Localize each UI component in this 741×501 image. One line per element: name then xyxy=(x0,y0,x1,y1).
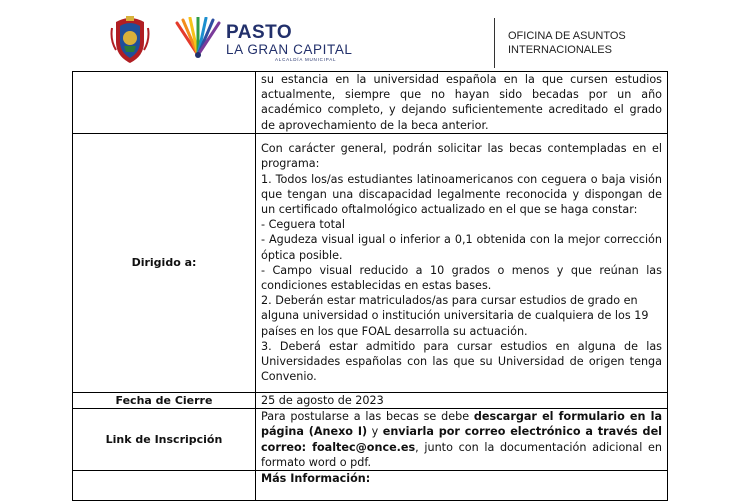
brand-tagline: ALCALDÍA MUNICIPAL xyxy=(275,57,337,62)
fecha-value: 25 de agosto de 2023 xyxy=(261,393,384,407)
header-divider xyxy=(494,18,495,68)
dirigido-item-3: 3. Deberá estar admitido para cursar estudios en alguna de las Universidades españolas con las que su Universidad de origen tenga Convenio. xyxy=(261,339,662,384)
row-label-link: Link de Inscripción xyxy=(73,409,256,471)
download-form-text: descargar el formulario en la página (Anexo I) xyxy=(261,410,662,439)
link-text-2: y xyxy=(367,425,383,439)
row-label-empty xyxy=(73,72,256,134)
brand-title: PASTO xyxy=(226,22,293,43)
dirigido-item-campo: - Campo visual reducido a 10 grados o menos y que reúnan las condiciones establecidas en estas bases. xyxy=(261,263,662,293)
send-email-text: enviarla por correo electrónico a través del correo: foaltec@once.es xyxy=(261,425,662,454)
office-name-line1: OFICINA DE ASUNTOS xyxy=(508,30,626,42)
pasto-coat-of-arms-icon xyxy=(110,16,150,64)
table-row-fecha xyxy=(73,392,668,408)
table-row-link xyxy=(73,409,668,471)
row-label-fecha: Fecha de Cierre xyxy=(73,392,256,408)
table-row-dirigido xyxy=(73,133,668,392)
row-content-fecha xyxy=(256,392,668,408)
table-row-continuation xyxy=(73,72,668,134)
dirigido-item-agudeza: - Agudeza visual igual o inferior a 0,1 obtenida con la mejor corrección óptica posible. xyxy=(261,233,662,262)
row-label-dirigido: Dirigido a: xyxy=(73,133,256,392)
row-content-link xyxy=(256,409,668,471)
row-content-dirigido xyxy=(256,133,668,392)
mas-info-title: Más Información: xyxy=(261,472,371,486)
row-content-continuation xyxy=(256,72,668,134)
dirigido-item-2: 2. Deberán estar matriculados/as para cursar estudios de grado en alguna universidad o institución universitaria de cualquiera de los 19 países en los que FOAL desarrolla su actuación. xyxy=(261,294,649,338)
info-table xyxy=(72,71,668,501)
dirigido-item-ceguera: - Ceguera total xyxy=(261,218,345,232)
dirigido-item-1: 1. Todos los/as estudiantes latinoamericanos con ceguera o baja visión que tengan una discapacidad legalmente reconocida y dispongan de un certificado oftalmológico actualizado en el que se haga constar: xyxy=(261,172,662,216)
continuation-text: su estancia en la universidad española en la que cursen estudios actualmente, siempre que no hayan sido becadas por un año académico completo, y dejando suficientemente acreditado el grado de aprovechamiento de la beca anterior. xyxy=(261,73,662,132)
pasto-flower-logo-icon xyxy=(173,17,223,59)
brand-subtitle: LA GRAN CAPITAL xyxy=(226,42,353,57)
office-name xyxy=(508,29,626,57)
letterhead xyxy=(0,0,741,68)
office-name-line2: INTERNACIONALES xyxy=(508,44,612,56)
dirigido-intro: Con carácter general, podrán solicitar las becas contempladas en el programa: xyxy=(261,142,662,171)
link-text-3: , junto con la documentación adicional en formato word o pdf. xyxy=(261,440,662,469)
link-instructions xyxy=(261,409,662,470)
link-text-1: Para postularse a las becas se debe xyxy=(261,410,474,424)
